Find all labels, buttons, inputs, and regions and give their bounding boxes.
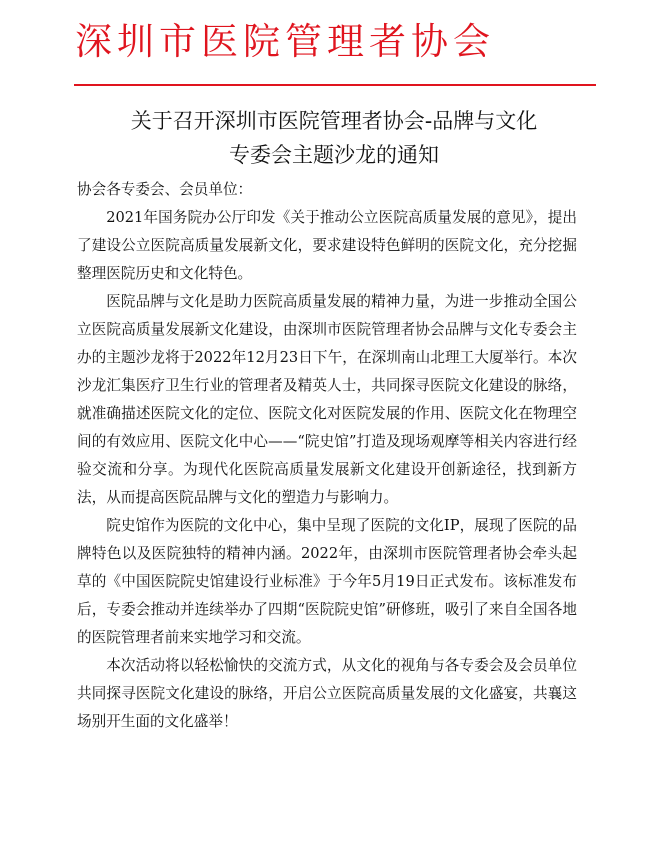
- paragraph-policy-background: 2021年国务院办公厅印发《关于推动公立医院高质量发展的意见》，提出了建设公立医院高质量发展新文化，要求建设特色鲜明的医院文化，充分挖掘整理医院历史和文化特色。: [77, 209, 577, 282]
- letterhead-divider: [74, 84, 596, 86]
- salutation: 协会各专委会、会员单位：: [77, 181, 253, 198]
- paragraph-salon-details: 医院品牌与文化是助力医院高质量发展的精神力量，为进一步推动全国公立医院高质量发展新文化建设，由深圳市医院管理者协会品牌与文化专委会主办的主题沙龙将于2022年12月23日下午，在深圳南山北理工大厦举行。本次沙龙汇集医疗卫生行业的管理者及精英人士，共同探寻医院文化建设的脉络，就准确描述医院文化的定位、医院文化对医院发展的作用、医院文化在物理空间的有效应用、医院文化中心——“院史馆”打造及现场观摩等相关内容进行经验交流和分享。为现代化医院高质量发展新文化建设开创新途径，找到新方法，从而提高医院品牌与文化的塑造力与影响力。: [77, 293, 577, 506]
- document-body: [77, 176, 577, 736]
- letterhead-organization-name: 深圳市医院管理者协会: [75, 20, 495, 63]
- document-title-line-2: 专委会主题沙龙的通知: [229, 143, 439, 167]
- paragraph-closing: 本次活动将以轻松愉快的交流方式，从文化的视角与各专委会及会员单位共同探寻医院文化建设的脉络，开启公立医院高质量发展的文化盛宴，共襄这场别开生面的文化盛举！: [77, 657, 577, 730]
- document-title: [74, 104, 594, 172]
- paragraph-history-museum: 院史馆作为医院的文化中心，集中呈现了医院的文化IP，展现了医院的品牌特色以及医院独特的精神内涵。2022年，由深圳市医院管理者协会牵头起草的《中国医院院史馆建设行业标准》于今年5月19日正式发布。该标准发布后，专委会推动并连续举办了四期“医院院史馆”研修班，吸引了来自全国各地的医院管理者前来实地学习和交流。: [77, 517, 577, 646]
- document-title-line-1: 关于召开深圳市医院管理者协会-品牌与文化: [130, 109, 538, 133]
